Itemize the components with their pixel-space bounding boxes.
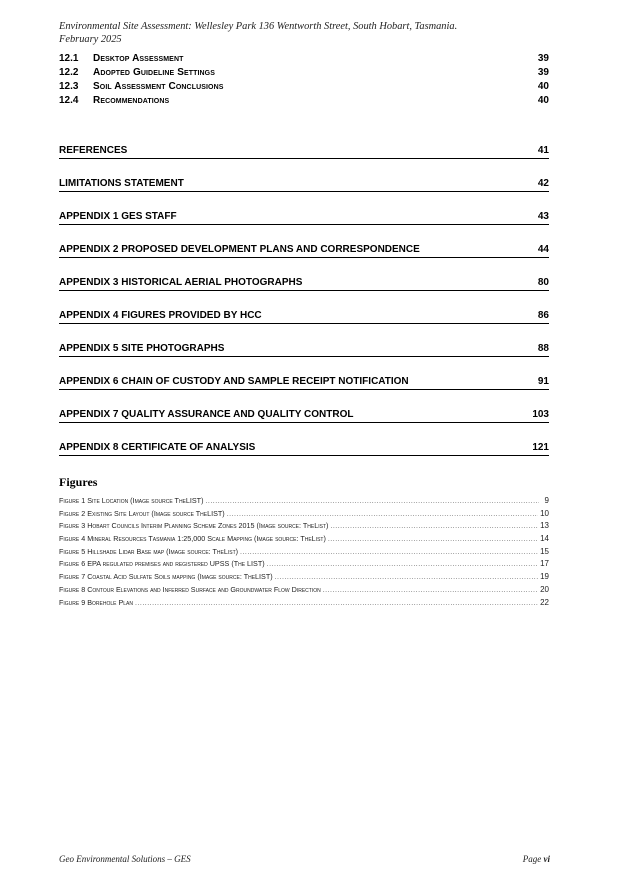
toc-section-row[interactable] <box>59 159 549 192</box>
toc-section-row[interactable] <box>59 390 549 423</box>
figure-page: 14 <box>540 534 549 544</box>
footer-page-value: vi <box>543 854 550 864</box>
figure-title: Figure 2 Existing Site Layout (Image source TheLIST) <box>59 508 225 518</box>
figure-title: Figure 8 Contour Elevations and Inferred Surface and Groundwater Flow Direction <box>59 584 321 594</box>
dot-leader <box>267 561 538 568</box>
figure-title: Figure 5 Hillshade Lidar Base map (Image source: TheList) <box>59 546 239 556</box>
toc-subsection-page: 40 <box>537 95 549 106</box>
dot-leader <box>330 523 538 530</box>
toc-section-row[interactable] <box>59 291 549 324</box>
toc-section-title: APPENDIX 8 CERTIFICATE OF ANALYSIS <box>59 442 256 453</box>
toc-section-page: 42 <box>537 178 549 189</box>
toc-section-page: 41 <box>537 145 549 156</box>
toc-section-row[interactable] <box>59 192 549 225</box>
figure-title: Figure 7 Coastal Acid Sulfate Soils mapping (Image source: TheLIST) <box>59 572 273 582</box>
page-header <box>59 21 559 46</box>
footer-company: Geo Environmental Solutions – GES <box>59 854 191 864</box>
toc-subsection-number: 12.2 <box>59 67 79 78</box>
figure-page: 15 <box>540 546 549 556</box>
toc-section-title: APPENDIX 5 SITE PHOTOGRAPHS <box>59 343 225 354</box>
figure-page: 20 <box>540 584 549 594</box>
footer-page-number <box>523 854 550 864</box>
toc-section-title: APPENDIX 3 HISTORICAL AERIAL PHOTOGRAPHS <box>59 277 303 288</box>
dot-leader <box>240 549 538 556</box>
toc-section-title: APPENDIX 2 PROPOSED DEVELOPMENT PLANS AND CORRESPONDENCE <box>59 244 420 255</box>
toc-subsection-number: 12.3 <box>59 81 79 92</box>
footer-page-label: Page <box>522 854 542 864</box>
figure-row[interactable] <box>59 509 549 522</box>
figure-row[interactable] <box>59 496 549 509</box>
dot-leader <box>328 536 538 543</box>
toc-subsection-title: Adopted Guideline Settings <box>93 67 215 78</box>
toc-section-row[interactable] <box>59 225 549 258</box>
figure-title: Figure 1 Site Location (Image source TheLIST) <box>59 496 204 505</box>
toc-subsection-title: Recommendations <box>93 95 170 106</box>
toc-subsection-page: 39 <box>537 67 549 78</box>
toc-subsection-page: 40 <box>537 81 549 92</box>
toc-subsection-row[interactable] <box>59 53 549 67</box>
figure-page: 17 <box>540 559 549 569</box>
toc-section-page: 88 <box>537 343 549 354</box>
toc-section-title: APPENDIX 1 GES STAFF <box>59 211 177 222</box>
figure-page: 19 <box>540 572 549 582</box>
header-date: February 2025 <box>59 33 122 45</box>
toc-section-row[interactable] <box>59 126 549 159</box>
toc-section-page: 44 <box>537 244 549 255</box>
figure-row[interactable] <box>59 559 549 572</box>
toc-subsection-number: 12.1 <box>59 53 79 64</box>
figure-page: 13 <box>540 521 549 531</box>
dot-leader <box>275 574 538 581</box>
figure-row[interactable] <box>59 534 549 547</box>
toc-subsection-row[interactable] <box>59 95 549 109</box>
figure-title: Figure 4 Mineral Resources Tasmania 1:25,000 Scale Mapping (Image source: TheList) <box>59 534 326 544</box>
toc-subsection-row[interactable] <box>59 67 549 81</box>
toc-section-page: 103 <box>532 409 549 420</box>
toc-subsection-list <box>59 53 549 109</box>
toc-subsection-title: Soil Assessment Conclusions <box>93 81 224 92</box>
figure-page: 10 <box>540 508 549 518</box>
toc-subsection-page: 39 <box>537 53 549 64</box>
toc-section-page: 86 <box>537 310 549 321</box>
figure-list <box>59 496 549 610</box>
figure-page: 9 <box>544 496 549 505</box>
figure-row[interactable] <box>59 598 549 611</box>
figure-row[interactable] <box>59 572 549 585</box>
toc-section-row[interactable] <box>59 357 549 390</box>
figure-title: Figure 6 EPA regulated premises and registered UPSS (The LIST) <box>59 559 265 569</box>
figure-row[interactable] <box>59 547 549 560</box>
dot-leader <box>135 600 538 607</box>
header-title: Environmental Site Assessment: Wellesley Park 136 Wentworth Street, South Hobart, Tasmania. <box>59 21 458 32</box>
toc-section-row[interactable] <box>59 258 549 291</box>
toc-section-page: 121 <box>532 442 549 453</box>
toc-subsection-title: Desktop Assessment <box>93 53 184 64</box>
figure-title: Figure 9 Borehole Plan <box>59 597 133 607</box>
dot-leader <box>323 587 538 594</box>
toc-section-page: 43 <box>537 211 549 222</box>
dot-leader <box>205 498 539 505</box>
toc-section-row[interactable] <box>59 423 549 456</box>
toc-subsection-row[interactable] <box>59 81 549 95</box>
figure-title: Figure 3 Hobart Councils Interim Planning Scheme Zones 2015 (Image source: TheList) <box>59 521 329 531</box>
toc-subsection-number: 12.4 <box>59 95 79 106</box>
toc-section-title: APPENDIX 4 FIGURES PROVIDED BY HCC <box>59 310 262 321</box>
toc-section-title: APPENDIX 7 QUALITY ASSURANCE AND QUALITY CONTROL <box>59 409 354 420</box>
toc-section-title: LIMITATIONS STATEMENT <box>59 178 184 189</box>
figure-row[interactable] <box>59 585 549 598</box>
toc-section-list <box>59 126 549 456</box>
dot-leader <box>227 511 538 518</box>
toc-section-row[interactable] <box>59 324 549 357</box>
figure-page: 22 <box>540 597 549 607</box>
toc-section-title: APPENDIX 6 CHAIN OF CUSTODY AND SAMPLE RECEIPT NOTIFICATION <box>59 376 409 387</box>
figure-row[interactable] <box>59 521 549 534</box>
figures-heading: Figures <box>59 475 98 489</box>
toc-section-title: REFERENCES <box>59 145 128 156</box>
toc-section-page: 80 <box>537 277 549 288</box>
toc-section-page: 91 <box>537 376 549 387</box>
